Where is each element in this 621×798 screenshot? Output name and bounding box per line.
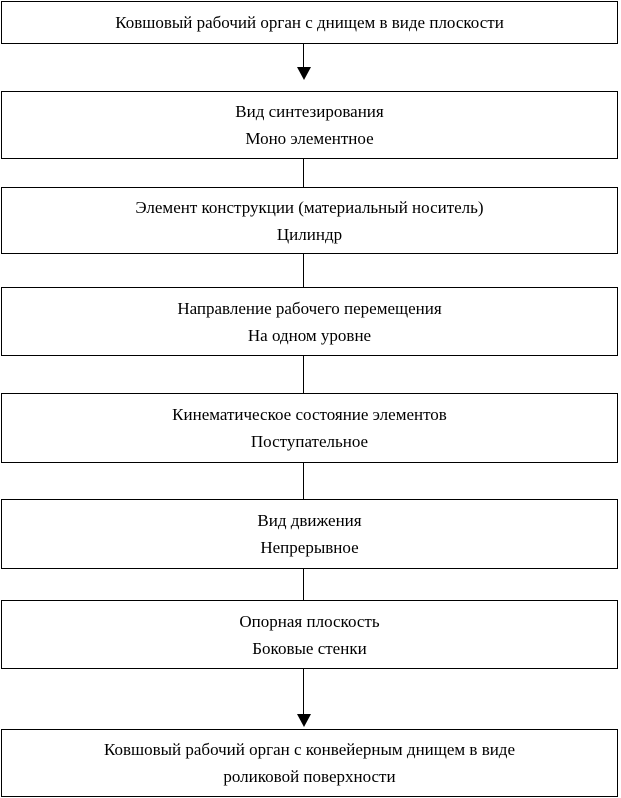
connector-5-6 (303, 569, 304, 600)
start-node (1, 1, 618, 44)
result-line-2: роликовой поверхности (223, 767, 396, 786)
step-title: Вид синтезирования (235, 102, 384, 121)
step-title: Опорная плоскость (239, 611, 380, 631)
arrow-shaft-start (303, 44, 304, 68)
step-value: Боковые стенки (252, 638, 367, 658)
arrowhead-down-icon (297, 714, 311, 727)
step-title: Направление рабочего перемещения (177, 298, 442, 318)
connector-4-5 (303, 463, 304, 499)
step-title: Кинематическое состояние элементов (172, 405, 447, 424)
step-value: Поступательное (250, 432, 369, 451)
arrowhead-down-icon (297, 67, 311, 80)
step-node-motion-type (1, 499, 618, 569)
result-node (1, 729, 618, 797)
step-value: На одном уровне (247, 325, 372, 345)
connector-2-3 (303, 254, 304, 287)
connector-3-4 (303, 356, 304, 393)
step-node-movement-direction (1, 287, 618, 356)
step-title: Элемент конструкции (материальный носитель) (135, 197, 484, 217)
start-node-text: Ковшовый рабочий орган с днищем в виде плоскости (115, 13, 504, 32)
step-value: Непрерывное (260, 538, 359, 557)
arrow-shaft-result (303, 669, 304, 715)
step-node-support-plane (1, 600, 618, 669)
step-value: Цилиндр (276, 224, 343, 244)
step-title: Вид движения (257, 511, 362, 530)
step-node-synthesis-type (1, 91, 618, 159)
step-node-construction-element (1, 187, 618, 254)
connector-1-2 (303, 159, 304, 187)
step-value: Моно элементное (245, 129, 374, 148)
step-node-kinematic-state (1, 393, 618, 463)
result-line-1: Ковшовый рабочий орган с конвейерным днищем в виде (103, 740, 516, 759)
